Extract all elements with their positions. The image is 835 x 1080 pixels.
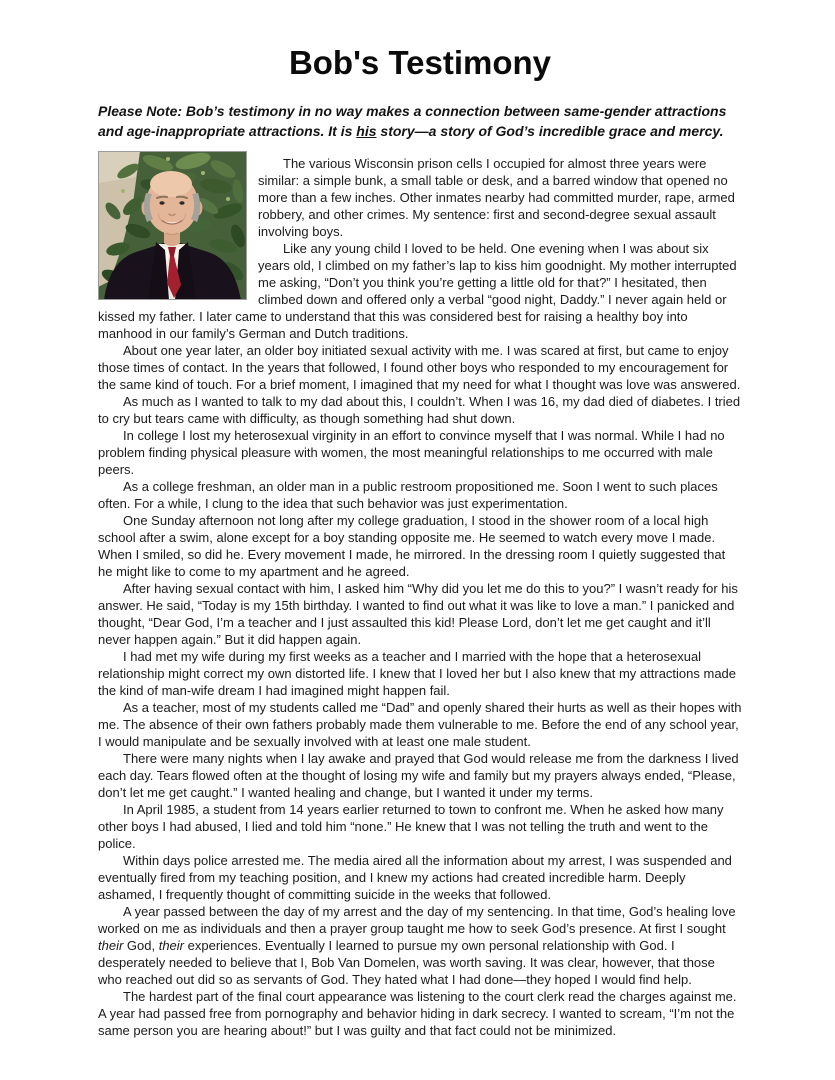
testimony-paragraph <box>98 427 742 478</box>
text-run: Within days police arrested me. The media aired all the information about my arrest, I was suspended and eventually fired from my teaching position, and I knew my actions had created incredible harm. Deeply ashamed, I frequently thought of committing suicide in the weeks that followed. <box>98 853 732 902</box>
testimony-paragraph <box>98 903 742 988</box>
testimony-paragraph <box>98 580 742 648</box>
testimony-paragraph <box>98 852 742 903</box>
bob-photo <box>98 151 247 300</box>
testimony-body <box>98 155 742 1039</box>
text-run: The hardest part of the final court appearance was listening to the court clerk read the charges against me. A year had passed free from pornography and behavior hiding in dark secrecy. I wanted to scream, “I’m not the same person you are hearing about!” but I was guilty and that fact could not be minimized. <box>98 989 737 1038</box>
bob-photo-illustration <box>98 151 247 300</box>
testimony-paragraph <box>98 988 742 1039</box>
text-run: As a teacher, most of my students called me “Dad” and openly shared their hurts as well as their hopes with me. The absence of their own fathers probably made them vulnerable to me. Before the end of any school year, I would manipulate and be sexually involved with at least one male student. <box>98 700 742 749</box>
text-run: As much as I wanted to talk to my dad about this, I couldn’t. When I was 16, my dad died of diabetes. I tried to cry but tears came with difficulty, as though something had shut down. <box>98 394 741 426</box>
text-run: I had met my wife during my first weeks as a teacher and I married with the hope that a heterosexual relationship might correct my own distorted life. I knew that I loved her but I also knew that my attractions made the kind of man-wife dream I had imagined might happen fail. <box>98 649 737 698</box>
text-run: story—a story of God’s incredible grace and mercy. <box>376 122 724 139</box>
testimony-paragraph <box>98 393 742 427</box>
italic-text: their <box>158 938 185 953</box>
text-run: As a college freshman, an older man in a public restroom propositioned me. Soon I went to such places often. For a while, I clung to the idea that such behavior was just experimentation. <box>98 479 718 511</box>
testimony-paragraph <box>98 699 742 750</box>
testimony-paragraph <box>98 342 742 393</box>
testimony-paragraph <box>98 648 742 699</box>
text-run: One Sunday afternoon not long after my college graduation, I stood in the shower room of a local high school after a swim, alone except for a boy standing opposite me. He seemed to watch every move I made. When I smiled, so did he. Every movement I made, he mirrored. In the dressing room I quietly suggested that he might like to come to my apartment and he agreed. <box>98 513 726 579</box>
text-run: experiences. Eventually I learned to pursue my own personal relationship with God. I desperately needed to believe that I, Bob Van Domelen, was worth saving. It was clear, however, that those who reached out did so as servants of God. They hated what I had done—they hoped I would find help. <box>98 938 715 987</box>
text-run: God, <box>123 938 159 953</box>
page-title: Bob's Testimony <box>288 44 552 81</box>
text-run: A year passed between the day of my arrest and the day of my sentencing. In that time, God’s healing love worked on me as individuals and then a prayer group taught me how to seek God’s presence. At first I sought <box>98 904 736 936</box>
testimony-paragraph <box>98 750 742 801</box>
testimony-paragraph <box>98 478 742 512</box>
underlined-text: his <box>356 122 377 139</box>
text-run: There were many nights when I lay awake and prayed that God would release me from the darkness I lived each day. Tears flowed often at the thought of losing my wife and family but my prayers always ended, “Please, don’t let me get caught.” I wanted healing and change, but I wanted it under my terms. <box>98 751 739 800</box>
text-run: About one year later, an older boy initiated sexual activity with me. I was scared at first, but came to enjoy those times of contact. In the years that followed, I found other boys who responded to my encouragement for the same kind of touch. For a brief moment, I imagined that my need for what I thought was love was answered. <box>98 343 741 392</box>
testimony-paragraph <box>98 512 742 580</box>
text-run: In April 1985, a student from 14 years earlier returned to town to confront me. When he asked how many other boys I had abused, I lied and told him “none.” He knew that I was not telling the truth and went to the police. <box>98 802 724 851</box>
text-run: Please Note: Bob’s testimony in no way makes a connection between same-gender attractions and age-inappropriate attractions. It is <box>98 103 727 139</box>
italic-text: their <box>98 938 124 953</box>
text-run: In college I lost my heterosexual virginity in an effort to convince myself that I was normal. While I had no problem finding physical pleasure with women, the most meaningful relationships to me occurred with male peers. <box>98 428 725 477</box>
text-run: Like any young child I loved to be held. One evening when I was about six years old, I climbed on my father’s lap to kiss him goodnight. My mother interrupted me asking, “Don’t you think you’re getting a little old for that?” I hesitated, then climbed down and offered only a verbal “good night, Daddy.” I never again held or kissed my father. I later came to understand that this was considered best for raising a healthy boy into manhood in our family’s German and Dutch traditions. <box>98 241 737 341</box>
text-run: The various Wisconsin prison cells I occupied for almost three years were similar: a simple bunk, a small table or desk, and a barred window that opened no more than a few inches. Other inmates nearby had committed murder, rape, armed robbery, and other crimes. My sentence: first and second-degree sexual assault involving boys. <box>258 156 735 239</box>
note-paragraph <box>98 102 742 141</box>
text-run: After having sexual contact with him, I asked him “Why did you let me do this to you?” I wasn’t ready for his answer. He said, “Today is my 15th birthday. I wanted to find out what it was like to love a man.” I panicked and thought, “Dear God, I’m a teacher and I just assaulted this kid! Please Lord, don’t let me get caught and it’ll never happen again.” But it did happen again. <box>98 581 738 647</box>
testimony-paragraph <box>98 801 742 852</box>
